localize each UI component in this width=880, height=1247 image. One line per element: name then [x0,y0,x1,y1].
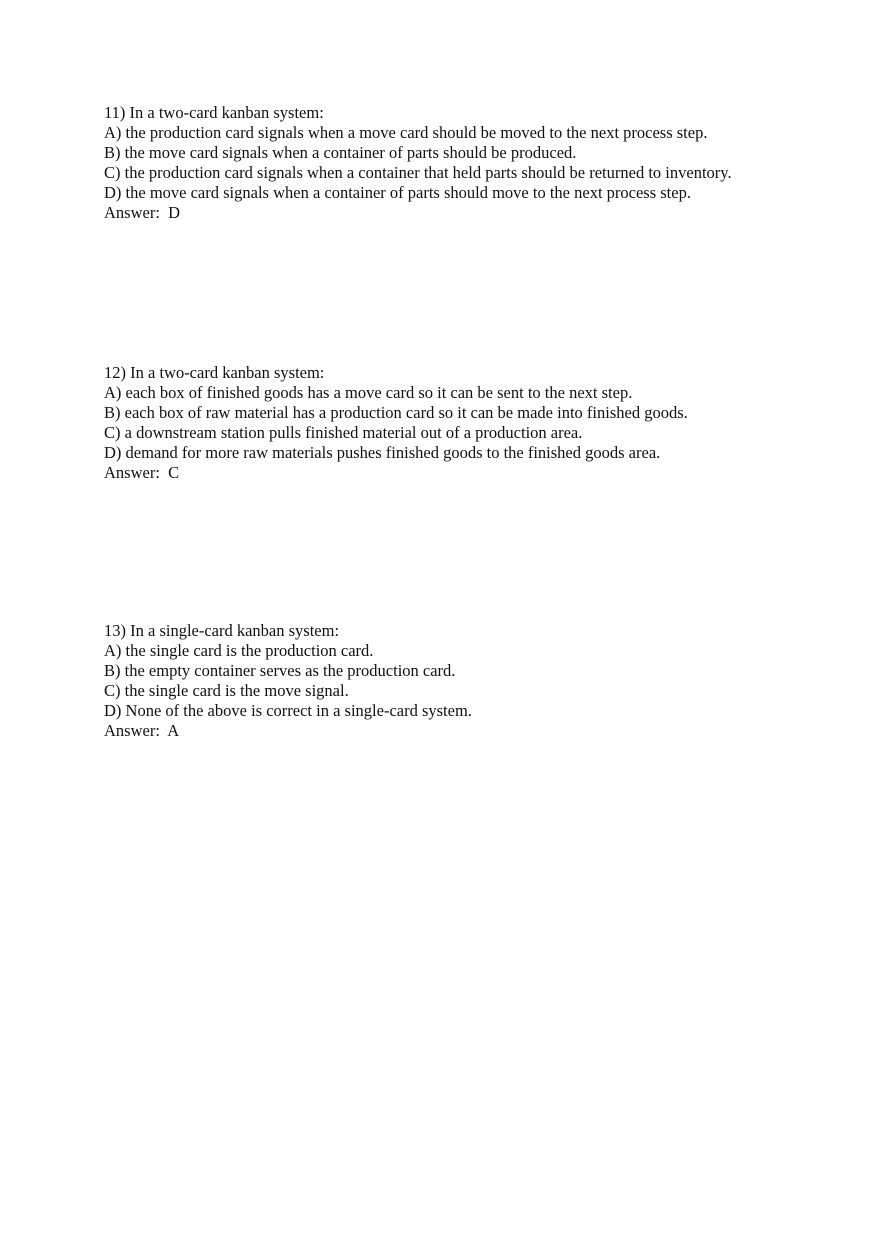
question-stem: 13) In a single-card kanban system: [104,621,340,640]
question-13 [104,621,824,741]
option-d: D) None of the above is correct in a single-card system. [104,701,472,720]
question-12 [104,363,824,483]
option-b: B) the empty container serves as the production card. [104,661,456,680]
option-a: A) the single card is the production card. [104,641,374,660]
answer: Answer: A [104,721,180,740]
question-stem: 12) In a two-card kanban system: [104,363,325,382]
option-c: C) the single card is the move signal. [104,681,349,700]
option-d: D) the move card signals when a container of parts should move to the next process step. [104,183,691,202]
question-stem: 11) In a two-card kanban system: [104,103,324,122]
question-11 [104,103,824,223]
option-b: B) the move card signals when a container of parts should be produced. [104,143,577,162]
option-b: B) each box of raw material has a production card so it can be made into finished goods. [104,403,688,422]
option-c: C) the production card signals when a container that held parts should be returned to inventory. [104,163,732,182]
answer: Answer: C [104,463,180,482]
option-a: A) each box of finished goods has a move card so it can be sent to the next step. [104,383,633,402]
option-a: A) the production card signals when a move card should be moved to the next process step. [104,123,708,142]
answer: Answer: D [104,203,181,222]
option-c: C) a downstream station pulls finished material out of a production area. [104,423,583,442]
option-d: D) demand for more raw materials pushes finished goods to the finished goods area. [104,443,661,462]
